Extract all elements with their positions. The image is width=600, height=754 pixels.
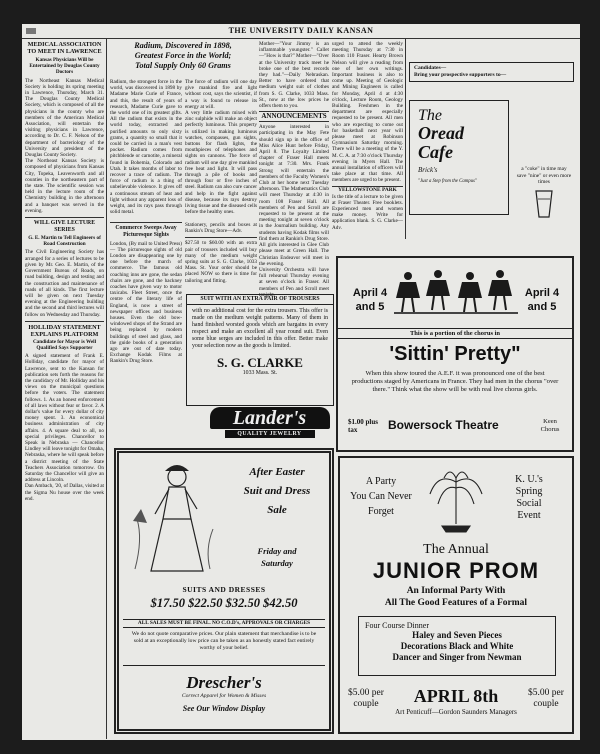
coke-ad bbox=[514, 164, 574, 228]
show-description: When this show toured the A.E.F. it was pronounced one of the best productions staged by Americans in France. They had men in the chorus "over there." Think what the show will be with real live chorus girls. bbox=[351, 370, 559, 393]
radium-title-2: Greatest Force in the World; bbox=[134, 51, 232, 60]
prom-left-text bbox=[346, 474, 416, 519]
article-body: The Civil Engineering Society has arranged for a series of lectures to be given by Mr. Geo. E. Martin, of the Government Bureau of Roads, on road building, design and testing and the construction and maintenance of roads of all kinds. The first lecture will be given on next Tuesday evening at the Engineering building and the second and third lectures will follow on Wednesday and Thursday. bbox=[25, 249, 104, 318]
article-body: Is the title of a lecture to be given at Fraser Theater. Free booklets. Experienced men and women make money. Write for application blank. S. G. Clarke—Adv. bbox=[332, 193, 403, 231]
announcements-heading: ANNOUNCEMENTS bbox=[259, 111, 329, 122]
prom-ku: K. U.'s bbox=[515, 474, 543, 485]
sale-heading bbox=[229, 465, 325, 517]
divider bbox=[123, 665, 325, 666]
landers-tagline: QUALITY JEWELRY bbox=[225, 430, 315, 438]
prom-managers: Art Penticuff—Gordon Saunders Managers bbox=[395, 708, 517, 716]
candidates-line-2: Bring your prospective supporters to— bbox=[414, 71, 507, 78]
radium-body-continued bbox=[185, 79, 257, 219]
prom-date: APRIL 8th bbox=[413, 686, 499, 706]
article-body: Anyone interested in participating in the May Fete should sign up in the office of Miss Alice Hunt before Friday, April 8. The Loyalty Limited chapter of Fraser Hall meets tonight at 7:30. Mrs. Frank Strong will entertain the members of the Faculty Women's Club at her home next Tuesday afternoon. The Mathematics Club will meet Thursday at 4:30 in room 108 Fraser Hall. All members of Pen and Scroll are requested to be present at the meeting tonight at seven o'clock in the Journalism building. Any students having Kodak films will find them at Rankin's Drug Store. All girls interested in Glee Club please meet at Green Hall. The Christian Endeavor will meet in the evening. bbox=[259, 124, 329, 267]
prom-party: A Party bbox=[365, 476, 397, 487]
clarke-address: 1033 Mass. St. bbox=[242, 370, 278, 376]
oread-tagline: "Just a Step from the Campus" bbox=[418, 179, 477, 184]
sg-clarke-ad bbox=[186, 294, 334, 406]
coke-glass-icon bbox=[524, 189, 564, 219]
theatre-name: Bowersock Theatre bbox=[388, 418, 499, 432]
article-body: $27.50 to $60.00 with an extra pair of trousers included will buy many of the medium weight spring suits at S. G. Clarke, 1033 Mass. St. Your order should be placed NOW so there is time for tailoring and fitting. bbox=[185, 237, 257, 283]
sale-line-2: Suit and Dress bbox=[243, 485, 311, 497]
article-body: London, (By mail to United Press) — The picturesque sights of old London are disappearing one by one before the march of commerce. The famous old coaching inns are gone, the sedan chairs are gone, and the hackney coaches have given way to motor taxicabs. Fleet Street, once the centre of the literary life of England, is now a street of newspaper offices and business houses. Even the old bow-windowed shops of the Strand are being replaced by modern buildings of steel and glass, and the guide books of a generation ago are out of date today. Exchange Kodak Films at Rankin's Drug Store. bbox=[110, 240, 182, 365]
ticket-price: $1.00 plus tax bbox=[348, 418, 378, 434]
column-4 bbox=[259, 41, 329, 311]
article-body: The force of radium will one day give mankind fire and light without cost, says the scientist, if a way is found to release its energy at will. bbox=[185, 79, 257, 110]
coke-text: a "coke" in time may save "nine" or even more times bbox=[516, 166, 572, 185]
article-headline: Commerce Sweeps Away Picturesque Sights bbox=[110, 222, 182, 239]
article-subhead: Kansas Physicians Will be Entertained by Douglas County Doctors bbox=[29, 57, 100, 76]
oread-the: The bbox=[418, 107, 442, 124]
article-headline: MEDICAL ASSOCIATION TO MEET IN LAWRENCE bbox=[27, 41, 102, 55]
column-rule bbox=[405, 39, 406, 239]
junior-prom-ad bbox=[338, 456, 574, 734]
clarke-heading: SUIT WITH AN EXTRA PAIR OF TROUSERS bbox=[187, 295, 333, 305]
article-body: Radium, the strongest force in the world, was discovered in 1898 by Madame Marie Curie of France, and this, the result of years of research, Madame Curie gave to the world one of its greatest gifts. All the radium that exists in the world today, extracted and purified amounts to only sixty grams, a quantity so small that it could be carried in a man's vest pocket. Radium comes from pitchblende or carnotite, a mineral found in Bohemia, Colorado and Utah. It takes months of labor to recover a trace of radium. The force of radium is a thing of unbelievable violence. It gives off a continuous stream of heat and light without any apparent loss of weight, and its rays pass through solid metal. bbox=[110, 79, 182, 216]
radium-title-1: Radium, Discovered in 1898, bbox=[134, 41, 232, 50]
candidates-line-1: Candidates— bbox=[414, 65, 447, 71]
prom-features-box bbox=[358, 616, 556, 676]
dreschers-tagline: Correct Apparel for Women & Misses bbox=[181, 693, 267, 699]
radium-body bbox=[110, 79, 182, 219]
prom-right-text bbox=[494, 474, 564, 522]
sale-line-3: Sale bbox=[267, 504, 287, 516]
clarke-body: with no additional cost for the extra trousers. This offer is made on the medium weight patterns. Many of them in hand finished worsted goods which are bargains in every respect and make an excellent all year round suit. Even some blue serges are included in this offer. Better make your selection now as the goods is limited. bbox=[192, 308, 328, 349]
article-body: urged to attend the weekly meeting Thursday at 7:30 in Room 110 Fraser. Hearty Brown Nelson will give a reading from one of her own writings. Important business is also to come up. Meeting of Geologic and Mining Engineers is called for Monday, April 4 at 4:30 o'clock, Lecture Room, Geology Building. Freshmen in the department are especially requested to be present. All men who are expecting to come out for basketball next year will please meet at Robinson Gymnasium Saturday morning. There will be a meeting of the Y. M. C. A. at 7:30 o'clock Thursday evening in Myers Hall. The annual installation of officers will take place at that time. All members are urged to be present. bbox=[332, 41, 403, 184]
prom-annual: The Annual bbox=[423, 542, 489, 557]
article-body: Dan Ambach, '20, of Dallas, visited at the Sigma Nu house over the week end. bbox=[25, 483, 104, 502]
article-body: Mother—"Your Jimmy is an inflammable youngster." Callet—"How is that?" Mother—"Over at the University track meet he broke one of the best records they had."—Daily Nebraskan. Better to have ordered that medium weight suit of clothes from S. G. Clarke, 1033 Mass. St., now at the low prices he offers them to you. bbox=[259, 41, 329, 110]
dreschers-ad bbox=[114, 448, 334, 734]
prom-price-left: $5.00 per couple bbox=[348, 688, 384, 709]
article-body: University Orchestra will have full rehearsal Thursday evening at seven o'clock in Fraser. All members of Pen and Scroll meet tonight. bbox=[259, 266, 329, 298]
masthead-title: THE UNIVERSITY DAILY KANSAN bbox=[228, 26, 374, 35]
article-subhead: Candidate for Mayor is Well Qualified Says Supporter bbox=[32, 338, 97, 351]
prom-band: Haley and Seven Pieces bbox=[412, 630, 502, 640]
clarke-name: S. G. CLARKE bbox=[217, 355, 303, 370]
landers-ad bbox=[202, 407, 337, 445]
prom-event: Event bbox=[517, 510, 541, 521]
oread-cafe-ad bbox=[409, 100, 509, 215]
candidates-ad bbox=[409, 62, 574, 82]
sale-terms: ALL SALES MUST BE FINAL. NO C.O.D's, APPROVALS OR CHARGES bbox=[123, 619, 325, 628]
show-date-left: April 4 and 5 bbox=[352, 287, 388, 313]
landers-logo: Lander's bbox=[210, 407, 330, 429]
page-fold-mark bbox=[26, 28, 36, 34]
sale-days-1: Friday and bbox=[257, 546, 297, 556]
window-display: See Our Window Display bbox=[182, 704, 266, 713]
article-headline: YELLOWSTONE PARK bbox=[332, 186, 403, 194]
sale-days-2: Saturday bbox=[261, 558, 293, 568]
oread-name: Oread Cafe bbox=[418, 123, 464, 162]
masthead bbox=[22, 24, 580, 39]
chorus-caption: This is a portion of the chorus in bbox=[338, 328, 572, 339]
article-body: A signed statement of Frank E. Holliday, candidate for mayor of Lawrence, sent to the Kansan for publication sets forth the reasons for the candidacy of Mr. Holliday and his views on the municipal questions before the voters. The statement follows. 1. As an honest enforcement of all laws without fear or favor. 2. A dollar's value for every dollar of city money spent. 3. An economical business administration of city affairs. 4. A square deal to all, no special privileges. Chancellor to Speak in Nebraska — Chancellor Lindley will leave tonight for Omaha, Nebraska, where he will speak before a district meeting of the State Teachers Association tomorrow. On Saturday the Chancellor will give an address at Lincoln. bbox=[25, 353, 104, 484]
article-headline: WILL GIVE LECTURE SERIES bbox=[25, 217, 104, 234]
column-1 bbox=[25, 41, 104, 737]
prom-informal: An Informal Party With bbox=[406, 586, 506, 596]
prom-spring: Spring bbox=[515, 486, 543, 497]
prom-decorations: Decorations Black and White bbox=[400, 641, 514, 651]
article-body: A very little radium mixed with zinc sulphide will make an object perfectly luminous. This property is utilized in making luminous watches, compasses, gun sights, buttons for flash lights, the mouthpieces of telephones and sights on cannons. The force of radium will one day give mankind free heat and light. It will pass through a pile of books and through four or five inches of steel. Radium can also cure cancer and help in the fight against disease, because its rays destroy living tissue and the diseased cells before the healthy ones. bbox=[185, 110, 257, 216]
oread-brick: Brick's bbox=[418, 166, 438, 174]
article-body: The Northeast Kansas Society is composed of physicians from Kansas City, Topeka, Leavenworth and all counties in the northeastern part of the state. The scientific session was held in the lecture room of the Chemistry building in the afternoon and a banquet was served in the evening. bbox=[25, 158, 104, 214]
prom-social: Social bbox=[516, 498, 542, 509]
chorus-girls-illustration bbox=[394, 266, 518, 316]
fountain-icon bbox=[424, 464, 488, 534]
prom-dinner: Four Course Dinner bbox=[365, 621, 429, 630]
article-body: The Northeast Kansas Medical Society is holding its spring meeting in Lawrence, Thursday, March 31. The Douglas County Medical Society, which is composed of all the physicians in the county who are members of the American Medical Association, will entertain the visiting physicians in Lawrence, according to Dr. C. F. Nelson of the department of bacteriology of the University and president of the Douglas County Society. bbox=[25, 77, 104, 159]
show-title: 'Sittin' Pretty" bbox=[389, 343, 521, 365]
sale-days bbox=[229, 545, 325, 569]
article-body: Stationery, pencils and boxes at Rankin's Drug Store—Adv. bbox=[185, 222, 257, 235]
keen-chorus: Keen Chorus bbox=[540, 418, 560, 433]
sale-note: We do not quote comparative prices. Our plain statement that merchandise is to be sold at an exceptionally low price can be taken as an honestly stated fact entirely worthy of your belief. bbox=[131, 631, 317, 651]
prom-title: JUNIOR PROM bbox=[372, 558, 540, 583]
prom-you-can: You Can Never bbox=[350, 491, 412, 502]
column-rule bbox=[106, 39, 107, 739]
prom-features: All The Good Features of a Formal bbox=[384, 598, 528, 608]
dreschers-logo: Drescher's bbox=[186, 673, 262, 692]
prom-price-right: $5.00 per couple bbox=[528, 688, 564, 709]
sale-line-1: After Easter bbox=[249, 466, 305, 478]
prom-dancer: Dancer and Singer from Newman bbox=[392, 652, 522, 662]
radium-title-3: Total Supply Only 60 Grams bbox=[135, 61, 231, 70]
newspaper-page bbox=[22, 24, 580, 740]
sale-prices: $17.50 $22.50 $32.50 $42.50 bbox=[150, 596, 298, 610]
dress-figure-icon bbox=[125, 459, 220, 577]
show-date-right: April 4 and 5 bbox=[524, 287, 560, 313]
article-headline: HOLLIDAY STATEMENT EXPLAINS PLATFORM bbox=[25, 321, 104, 338]
article-subhead: G. E. Martin to Tell Engineers of Road Construction bbox=[28, 235, 101, 248]
fashion-illustration bbox=[125, 459, 220, 577]
prom-forget: Forget bbox=[368, 506, 394, 517]
suits-and-dresses: SUITS AND DRESSES bbox=[182, 585, 266, 594]
sittin-pretty-ad bbox=[336, 256, 574, 452]
commerce-article bbox=[110, 222, 182, 365]
